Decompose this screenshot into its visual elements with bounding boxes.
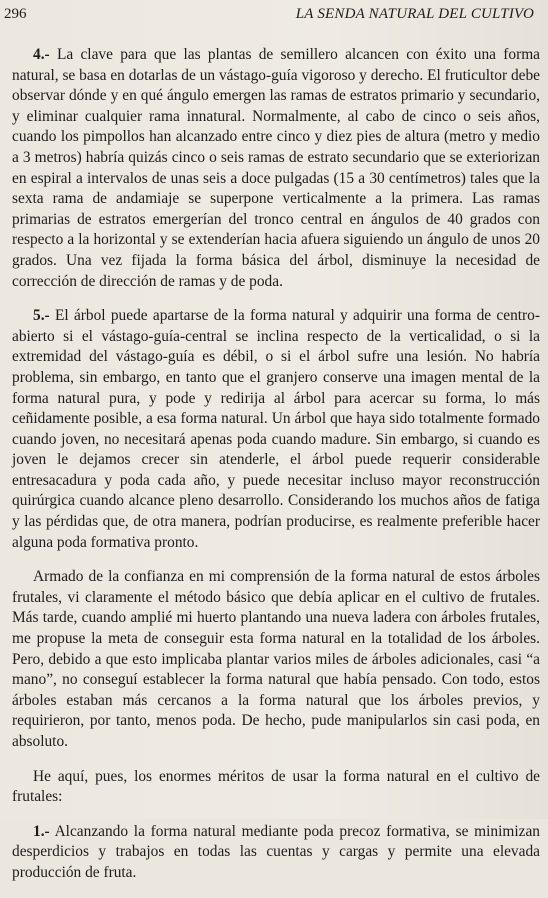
point-number: 1.- — [33, 822, 50, 840]
page-body — [12, 45, 540, 898]
paragraph-point-5 — [12, 306, 540, 553]
running-title: LA SENDA NATURAL DEL CULTIVO — [295, 6, 534, 22]
paragraph-text: El árbol puede apartarse de la forma natural y adquirir una forma de centro-abierto si el vástago-guía-central se inclina respecto de la verticalidad, o si la extremidad del vástago-guía es débil, o si el árbol sufre una lesión. No habría problema, sin embargo, en tanto que el granjero conserve una imagen mental de la forma natural pura, y pode y redirija al árbol para acercar su forma, lo más ceñidamente posible, a esa forma natural. Un árbol que haya sido totalmente formado cuando joven, no necesitará apenas poda cuando madure. Sin embargo, si cuando es joven le dejamos crecer sin atenderle, el árbol puede requerir considerable entresacadura y poda cada año, y puede necesitar incluso mayor reconstrucción quirúrgica cuando alcance pleno desarrollo. Considerando los muchos años de fatiga y las pérdidas que, de otra manera, podrían producirse, es realmente preferible hacer alguna poda formativa pronto. — [12, 307, 540, 551]
paragraph-point-4 — [12, 45, 540, 292]
paragraph-text: La clave para que las plantas de semillero alcancen con éxito una forma natural, se basa en dotarlas de un vástago-guía vigoroso y derecho. El fruticultor debe observar dónde y en qué ángulo emergen las ramas de estratos primario y secundario, y eliminar cualquier rama innatural. Normalmente, al cabo de cinco o seis años, cuando los pimpollos han alcanzado entre cinco y diez pies de altura (metro y medio a 3 metros) habría quizás cinco o seis ramas de estrato secundario que se exteriorizan en espiral a intervalos de unas seis a doce pulgadas (15 a 30 centímetros) tales que la sexta rama de andamiaje se superpone verticalmente a la primera. Las ramas primarias de estratos emergerían del tronco central en ángulos de 40 grados con respecto a la horizontal y se extenderían hacia afuera siguiendo un ángulo de unos 20 grados. Una vez fijada la forma básica del árbol, disminuye la necesidad de corrección de dirección de ramas y de poda. — [12, 46, 540, 290]
paragraph-text: Armado de la confianza en mi comprensión de la forma natural de estos árboles frutales, vi claramente el método básico que debía aplicar en el cultivo de frutales. Más tarde, cuando amplié mi huerto plantando una nueva ladera con árboles frutales, me propuse la meta de conseguir esta forma natural en la totalidad de los árboles. Pero, debido a que esto implicaba plantar varios miles de árboles adicionales, casi “a mano”, no conseguí establecer la forma natural que había pensado. Con todo, estos árboles estaban más cercanos a la forma natural que los árboles previos, y requirieron, por tanto, menos poda. De hecho, pude manipularlos sin casi poda, en absoluto. — [12, 568, 540, 750]
point-number: 5.- — [33, 307, 50, 325]
page-number: 296 — [4, 6, 27, 22]
paragraph-merit-1 — [12, 822, 540, 884]
paragraph-text: Alcanzando la forma natural mediante poda precoz formativa, se minimizan desperdicios y trabajos en todas las cuentas y cargas y permite una elevada producción de fruta. — [12, 822, 540, 881]
paragraph-text: He aquí, pues, los enormes méritos de usar la forma natural en el cultivo de frutales: — [12, 767, 540, 806]
paragraph-merits-intro — [12, 767, 540, 808]
page-header — [4, 4, 534, 24]
point-number: 4.- — [33, 46, 50, 63]
paragraph-natural-form-confidence — [12, 567, 540, 752]
